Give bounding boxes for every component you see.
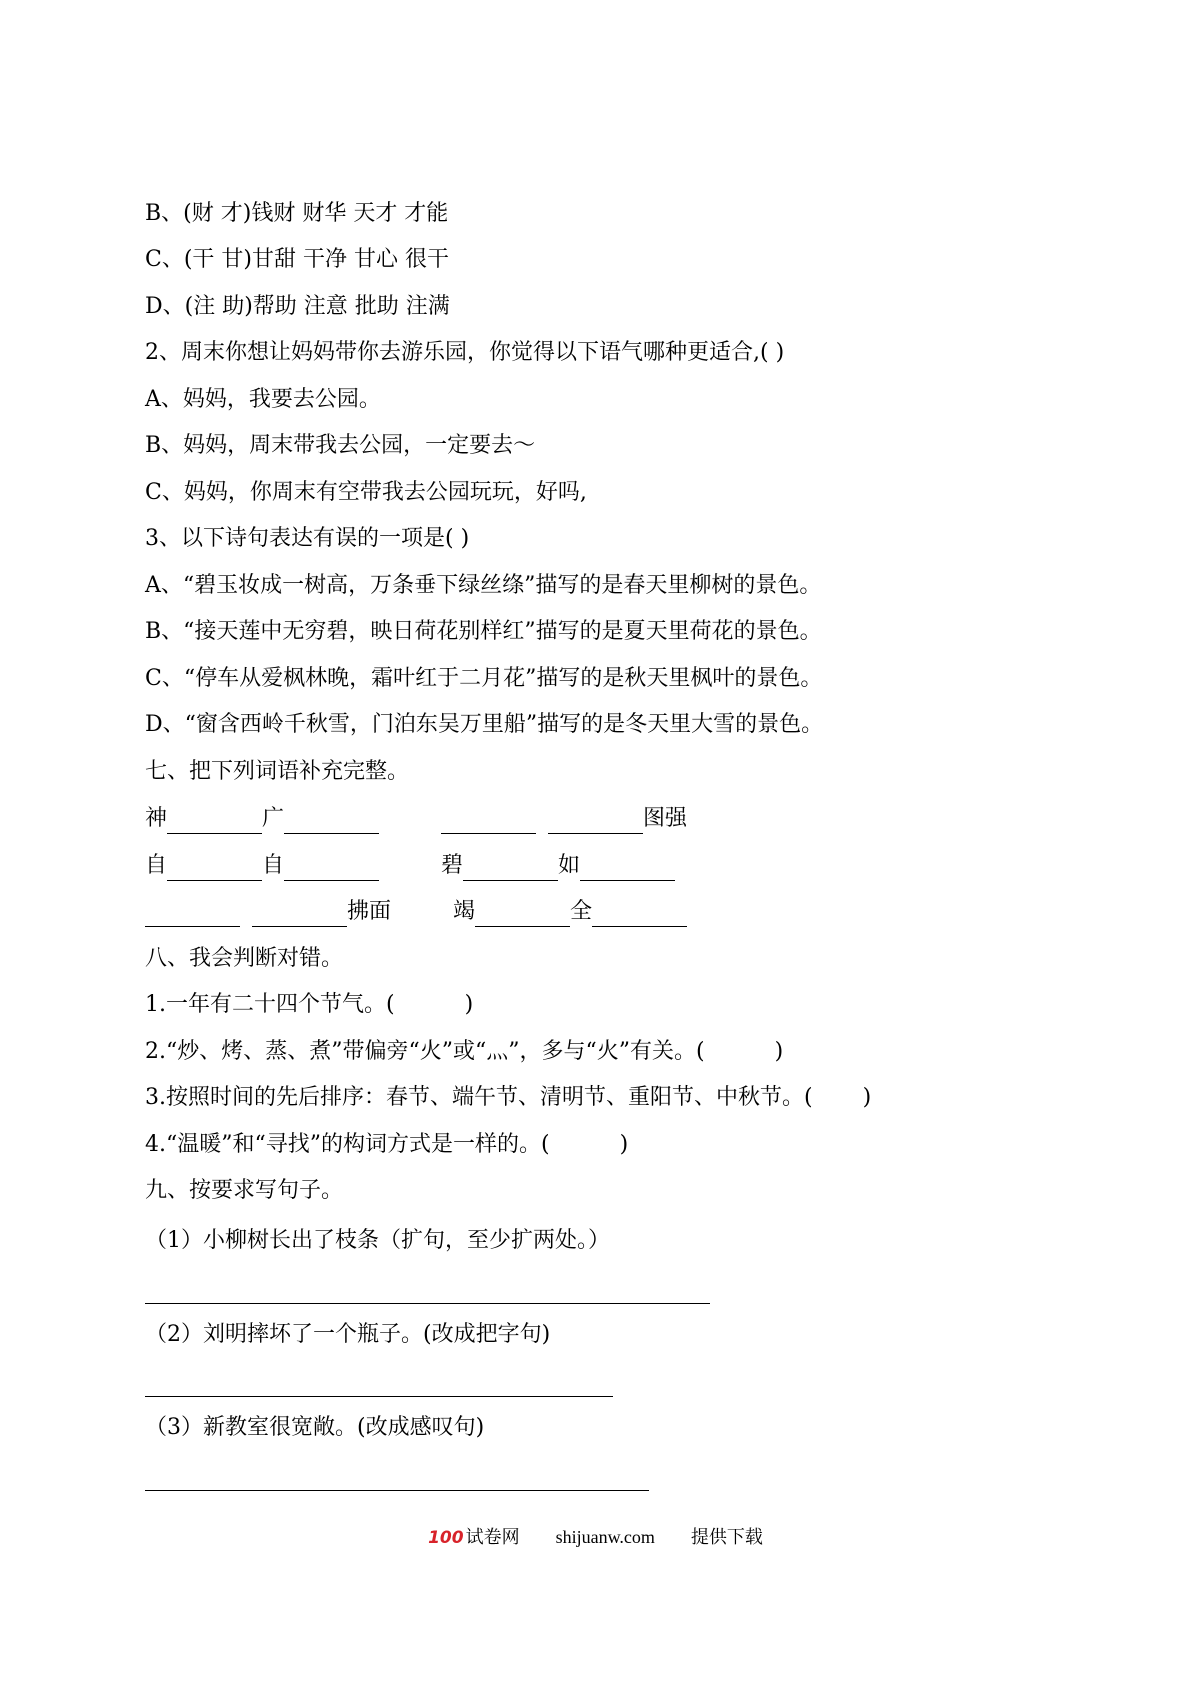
answer-line[interactable]	[145, 1490, 649, 1491]
judge-item: 4.“温暖”和“寻找”的构词方式是一样的。( )	[145, 1132, 629, 1157]
answer-line[interactable]	[145, 1396, 613, 1397]
fill-blank[interactable]	[284, 854, 379, 881]
fill-blank[interactable]	[167, 807, 262, 834]
fill-blank[interactable]	[475, 900, 570, 927]
fill-blank[interactable]	[580, 854, 675, 881]
question-2: 2、周末你想让妈妈带你去游乐园，你觉得以下语气哪种更适合,( )	[145, 340, 785, 365]
fill-blank[interactable]	[548, 807, 643, 834]
q2-option-a: A、妈妈，我要去公园。	[145, 387, 381, 412]
idiom-char: 拂面	[347, 899, 392, 924]
q3-option-b: B、“接天莲中无穷碧，映日荷花别样红”描写的是夏天里荷花的景色。	[145, 619, 822, 644]
idiom-char: 自	[145, 853, 168, 878]
judge-item: 1.一年有二十四个节气。( )	[145, 992, 474, 1017]
idiom-char: 自	[262, 853, 285, 878]
q3-option-d: D、“窗含西岭千秋雪，门泊东吴万里船”描写的是冬天里大雪的景色。	[145, 712, 824, 737]
q2-option-c: C、妈妈，你周末有空带我去公园玩玩，好吗,	[145, 480, 587, 505]
page-footer	[0, 1524, 1191, 1551]
fill-blank[interactable]	[592, 900, 687, 927]
q3-option-c: C、“停车从爱枫林晚，霜叶红于二月花”描写的是秋天里枫叶的景色。	[145, 666, 823, 691]
fill-blank[interactable]	[252, 900, 347, 927]
footer-tagline: 提供下载	[690, 1527, 763, 1548]
section-7-title: 七、把下列词语补充完整。	[145, 759, 410, 784]
fill-blank[interactable]	[284, 807, 379, 834]
rewrite-item-3: （3）新教室很宽敞。(改成感叹句)	[145, 1415, 485, 1440]
judge-item: 2.“炒、烤、蒸、煮”带偏旁“火”或“灬”，多与“火”有关。( )	[145, 1039, 784, 1064]
q1-option-c: C、(干 甘)甘甜 干净 甘心 很干	[145, 247, 449, 272]
q1-option-b: B、(财 才)钱财 财华 天才 才能	[145, 201, 449, 226]
idiom-char: 全	[570, 899, 593, 924]
answer-line[interactable]	[145, 1303, 710, 1304]
brand-name: 试卷网	[465, 1527, 520, 1548]
idiom-row-2	[145, 851, 675, 881]
judge-item: 3.按照时间的先后排序：春节、端午节、清明节、重阳节、中秋节。( )	[145, 1085, 872, 1110]
idiom-char: 图强	[643, 806, 688, 831]
q1-option-d: D、(注 助)帮助 注意 批助 注满	[145, 294, 450, 319]
idiom-char: 神	[145, 806, 168, 831]
fill-blank[interactable]	[145, 900, 240, 927]
section-9-title: 九、按要求写句子。	[145, 1178, 344, 1203]
site-url[interactable]: shijuanw.com	[555, 1527, 655, 1547]
idiom-char: 广	[262, 806, 285, 831]
q3-option-a: A、“碧玉妆成一树高，万条垂下绿丝绦”描写的是春天里柳树的景色。	[145, 573, 822, 598]
question-3: 3、以下诗句表达有误的一项是( )	[145, 526, 470, 551]
q2-option-b: B、妈妈，周末带我去公园，一定要去～	[145, 433, 536, 458]
idiom-row-3	[145, 897, 687, 927]
rewrite-item-1: （1）小柳树长出了枝条（扩句，至少扩两处。）	[145, 1228, 610, 1253]
idiom-row-1	[145, 804, 687, 834]
idiom-char: 如	[558, 853, 581, 878]
section-8-title: 八、我会判断对错。	[145, 946, 344, 971]
fill-blank[interactable]	[463, 854, 558, 881]
idiom-char: 碧	[441, 853, 464, 878]
fill-blank[interactable]	[441, 807, 536, 834]
rewrite-item-2: （2）刘明摔坏了一个瓶子。(改成把字句)	[145, 1322, 551, 1347]
fill-blank[interactable]	[167, 854, 262, 881]
brand-logo: 100	[428, 1528, 464, 1548]
idiom-char: 竭	[453, 899, 476, 924]
